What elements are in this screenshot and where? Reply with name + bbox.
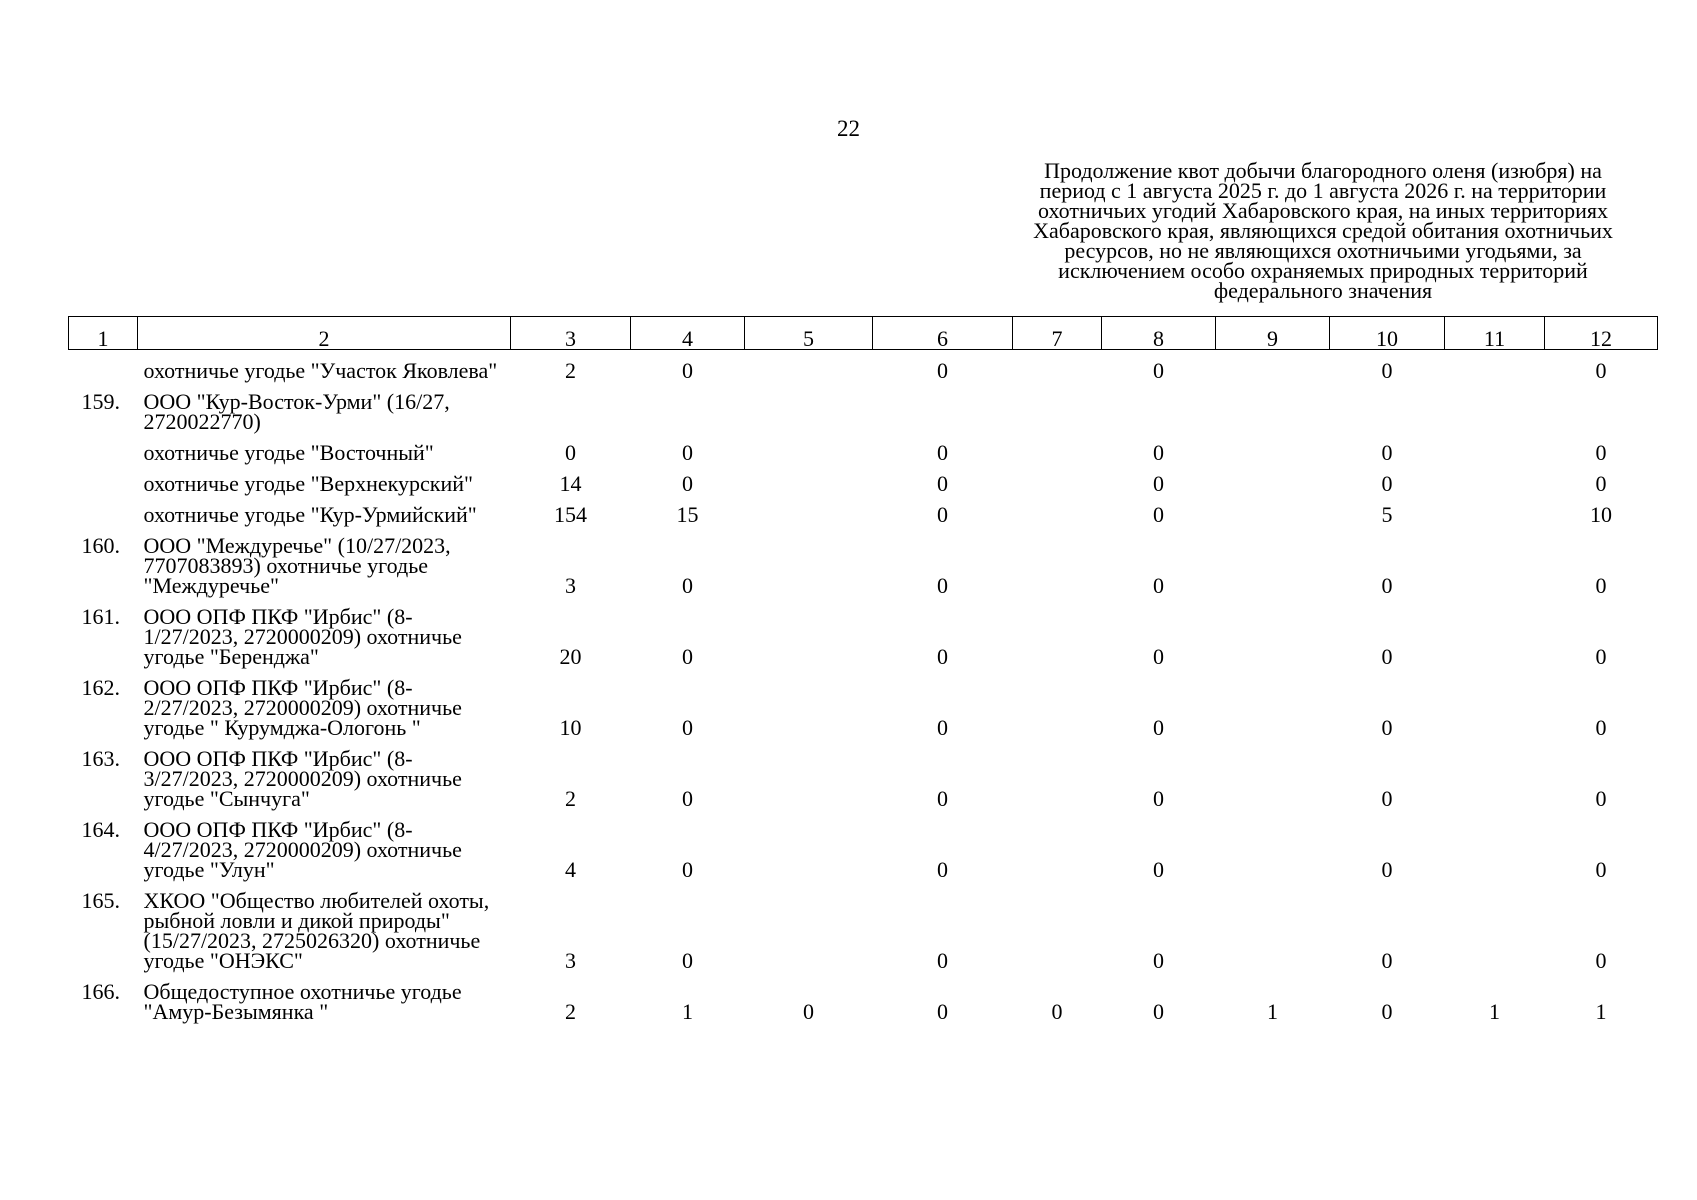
cell-value-6: 0 (937, 857, 948, 882)
cell-value-3: 2 (565, 358, 576, 383)
cell-value-10: 0 (1381, 358, 1393, 383)
cell-value-7 (1013, 738, 1102, 809)
cell-value-10: 0 (1381, 715, 1393, 740)
row-name: охотничье угодье "Верхнекурский" (143, 471, 473, 496)
table-row (69, 463, 1658, 494)
row-number: 164. (81, 817, 120, 842)
cell-value-4: 15 (676, 502, 699, 527)
cell-value-12: 0 (1595, 644, 1607, 669)
row-name: ХКОО "Общество любителей охоты, рыбной ловли и дикой природы" (15/27/2023, 2725026320) охотничье угодье "ОНЭКС" (143, 888, 490, 973)
cell-value-3 (511, 381, 631, 432)
cell-value-7 (1013, 525, 1102, 596)
cell-value-3: 154 (554, 502, 587, 527)
cell-value-8: 0 (1153, 644, 1164, 669)
cell-value-3: 0 (565, 440, 576, 465)
cell-value-9 (1216, 494, 1330, 525)
cell-value-7 (1013, 432, 1102, 463)
cell-value-5 (745, 596, 873, 667)
table-row (69, 971, 1658, 1022)
cell-value-12: 1 (1595, 999, 1607, 1024)
cell-value-11 (1445, 667, 1545, 738)
cell-value-9 (1216, 381, 1330, 432)
cell-value-11 (1445, 350, 1545, 382)
table-row (69, 738, 1658, 809)
cell-value-6: 0 (937, 573, 948, 598)
cell-value-12: 0 (1595, 358, 1607, 383)
cell-value-9 (1216, 667, 1330, 738)
row-name: Общедоступное охотничье угодье "Амур-Безымянка " (143, 979, 462, 1024)
row-name: охотничье угодье "Кур-Урмийский" (143, 502, 477, 527)
row-name: ООО "Кур-Восток-Урми" (16/27, 2720022770) (143, 389, 450, 434)
cell-value-9 (1216, 525, 1330, 596)
cell-value-8: 0 (1153, 440, 1164, 465)
cell-value-8 (1102, 381, 1216, 432)
column-header-2: 2 (138, 317, 511, 350)
row-number (69, 432, 138, 463)
table-body (69, 350, 1658, 1023)
row-number (69, 463, 138, 494)
row-number: 165. (81, 888, 120, 913)
cell-value-9 (1216, 809, 1330, 880)
cell-value-7 (1013, 463, 1102, 494)
cell-value-6: 0 (937, 999, 948, 1024)
cell-value-5 (745, 463, 873, 494)
row-number: 166. (81, 979, 120, 1004)
cell-value-10: 0 (1381, 857, 1393, 882)
cell-value-8: 0 (1153, 471, 1164, 496)
cell-value-4: 0 (682, 471, 693, 496)
row-number: 162. (81, 675, 120, 700)
cell-value-12: 0 (1595, 715, 1607, 740)
cell-value-11 (1445, 494, 1545, 525)
cell-value-10: 0 (1381, 786, 1393, 811)
cell-value-10: 0 (1381, 999, 1393, 1024)
cell-value-5 (745, 738, 873, 809)
cell-value-10 (1330, 381, 1445, 432)
row-number: 163. (81, 746, 120, 771)
row-name: ООО ОПФ ПКФ "Ирбис" (8-1/27/2023, 2720000209) охотничье угодье "Беренджа" (143, 604, 462, 669)
cell-value-6: 0 (937, 358, 948, 383)
cell-value-7 (1013, 381, 1102, 432)
cell-value-12: 0 (1595, 857, 1607, 882)
cell-value-12: 0 (1595, 786, 1607, 811)
cell-value-11 (1445, 809, 1545, 880)
table-row (69, 494, 1658, 525)
cell-value-7 (1013, 494, 1102, 525)
cell-value-12: 10 (1590, 502, 1612, 527)
cell-value-5 (745, 525, 873, 596)
cell-value-3: 3 (565, 573, 576, 598)
row-name: ООО ОПФ ПКФ "Ирбис" (8-3/27/2023, 2720000209) охотничье угодье "Сынчуга" (143, 746, 462, 811)
cell-value-3: 14 (559, 471, 582, 496)
cell-value-12: 0 (1595, 440, 1607, 465)
row-name: ООО ОПФ ПКФ "Ирбис" (8-2/27/2023, 2720000209) охотничье угодье " Курумджа-Ологонь " (143, 675, 462, 740)
cell-value-4: 1 (682, 999, 693, 1024)
cell-value-10: 0 (1381, 644, 1393, 669)
cell-value-7 (1013, 596, 1102, 667)
cell-value-10: 0 (1381, 440, 1393, 465)
cell-value-9 (1216, 596, 1330, 667)
cell-value-6: 0 (937, 644, 948, 669)
cell-value-8: 0 (1153, 786, 1164, 811)
table-row (69, 809, 1658, 880)
column-header-3: 3 (511, 317, 631, 350)
column-header-5: 5 (745, 317, 873, 350)
cell-value-3: 20 (559, 644, 582, 669)
cell-value-11 (1445, 432, 1545, 463)
cell-value-6: 0 (937, 440, 948, 465)
row-number (69, 350, 138, 382)
cell-value-9 (1216, 350, 1330, 382)
column-header-7: 7 (1013, 317, 1102, 350)
cell-value-11 (1445, 463, 1545, 494)
row-name: ООО "Междуречье" (10/27/2023, 7707083893) охотничье угодье "Междуречье" (143, 533, 451, 598)
cell-value-5: 0 (803, 999, 814, 1024)
column-header-1: 1 (69, 317, 138, 350)
cell-value-4: 0 (682, 644, 693, 669)
cell-value-5 (745, 381, 873, 432)
cell-value-10: 0 (1381, 948, 1393, 973)
cell-value-3: 2 (565, 786, 576, 811)
header-row (69, 317, 1658, 350)
cell-value-7 (1013, 667, 1102, 738)
row-number (69, 494, 138, 525)
cell-value-3: 10 (559, 715, 582, 740)
cell-value-6: 0 (937, 502, 948, 527)
cell-value-12: 0 (1595, 573, 1607, 598)
cell-value-4: 0 (682, 573, 693, 598)
cell-value-8: 0 (1153, 502, 1164, 527)
column-header-12: 12 (1545, 317, 1658, 350)
cell-value-11 (1445, 880, 1545, 971)
cell-value-8: 0 (1153, 857, 1164, 882)
column-header-11: 11 (1445, 317, 1545, 350)
table-row (69, 667, 1658, 738)
row-name: ООО ОПФ ПКФ "Ирбис" (8-4/27/2023, 2720000209) охотничье угодье "Улун" (143, 817, 462, 882)
cell-value-5 (745, 432, 873, 463)
cell-value-9: 1 (1267, 999, 1278, 1024)
column-header-6: 6 (873, 317, 1013, 350)
cell-value-6: 0 (937, 715, 948, 740)
cell-value-11 (1445, 596, 1545, 667)
column-header-8: 8 (1102, 317, 1216, 350)
cell-value-6 (873, 381, 1013, 432)
page-number: 22 (837, 116, 860, 141)
cell-value-11 (1445, 381, 1545, 432)
cell-value-6: 0 (937, 948, 948, 973)
cell-value-3: 2 (565, 999, 576, 1024)
cell-value-9 (1216, 738, 1330, 809)
cell-value-5 (745, 350, 873, 382)
cell-value-12: 0 (1595, 948, 1607, 973)
table-row (69, 381, 1658, 432)
row-number: 161. (81, 604, 120, 629)
row-number: 160. (81, 533, 120, 558)
table-row (69, 350, 1658, 382)
cell-value-3: 4 (565, 857, 576, 882)
row-name: охотничье угодье "Участок Яковлева" (143, 358, 498, 383)
table-row (69, 525, 1658, 596)
cell-value-8: 0 (1153, 573, 1164, 598)
cell-value-5 (745, 494, 873, 525)
cell-value-4: 0 (682, 786, 693, 811)
column-header-9: 9 (1216, 317, 1330, 350)
cell-value-8: 0 (1153, 948, 1164, 973)
cell-value-12: 0 (1595, 471, 1607, 496)
table-caption: Продолжение квот добычи благородного оленя (изюбря) на период с 1 августа 2025 г. до 1 августа 2026 г. на территории охотничьих угодий Хабаровского края, на иных территориях Хабаровского края, являющихся средой обитания охотничьих ресурсов, но не являющихся охотничьими угодьями, за исключением особо охраняемых природных территорий федерального значения (1033, 158, 1613, 303)
cell-value-10: 5 (1381, 502, 1393, 527)
table-header (69, 317, 1658, 350)
table-row (69, 432, 1658, 463)
cell-value-4: 0 (682, 857, 693, 882)
cell-value-4: 0 (682, 440, 693, 465)
cell-value-8: 0 (1153, 715, 1164, 740)
cell-value-4: 0 (682, 948, 693, 973)
cell-value-11 (1445, 525, 1545, 596)
cell-value-9 (1216, 463, 1330, 494)
cell-value-8: 0 (1153, 358, 1164, 383)
row-number: 159. (81, 389, 120, 414)
cell-value-7: 0 (1051, 999, 1063, 1024)
row-name: охотничье угодье "Восточный" (143, 440, 434, 465)
cell-value-5 (745, 667, 873, 738)
cell-value-7 (1013, 809, 1102, 880)
quota-table (68, 316, 1658, 1022)
cell-value-11 (1445, 738, 1545, 809)
cell-value-7 (1013, 350, 1102, 382)
cell-value-10: 0 (1381, 573, 1393, 598)
cell-value-4: 0 (682, 358, 693, 383)
cell-value-4 (631, 381, 745, 432)
cell-value-5 (745, 809, 873, 880)
cell-value-3: 3 (565, 948, 576, 973)
cell-value-8: 0 (1153, 999, 1164, 1024)
cell-value-11: 1 (1489, 999, 1500, 1024)
cell-value-5 (745, 880, 873, 971)
cell-value-12 (1545, 381, 1658, 432)
column-header-4: 4 (631, 317, 745, 350)
cell-value-6: 0 (937, 786, 948, 811)
column-header-10: 10 (1330, 317, 1445, 350)
cell-value-9 (1216, 432, 1330, 463)
cell-value-4: 0 (682, 715, 693, 740)
cell-value-9 (1216, 880, 1330, 971)
table-row (69, 880, 1658, 971)
table-row (69, 596, 1658, 667)
cell-value-6: 0 (937, 471, 948, 496)
cell-value-7 (1013, 880, 1102, 971)
cell-value-10: 0 (1381, 471, 1393, 496)
